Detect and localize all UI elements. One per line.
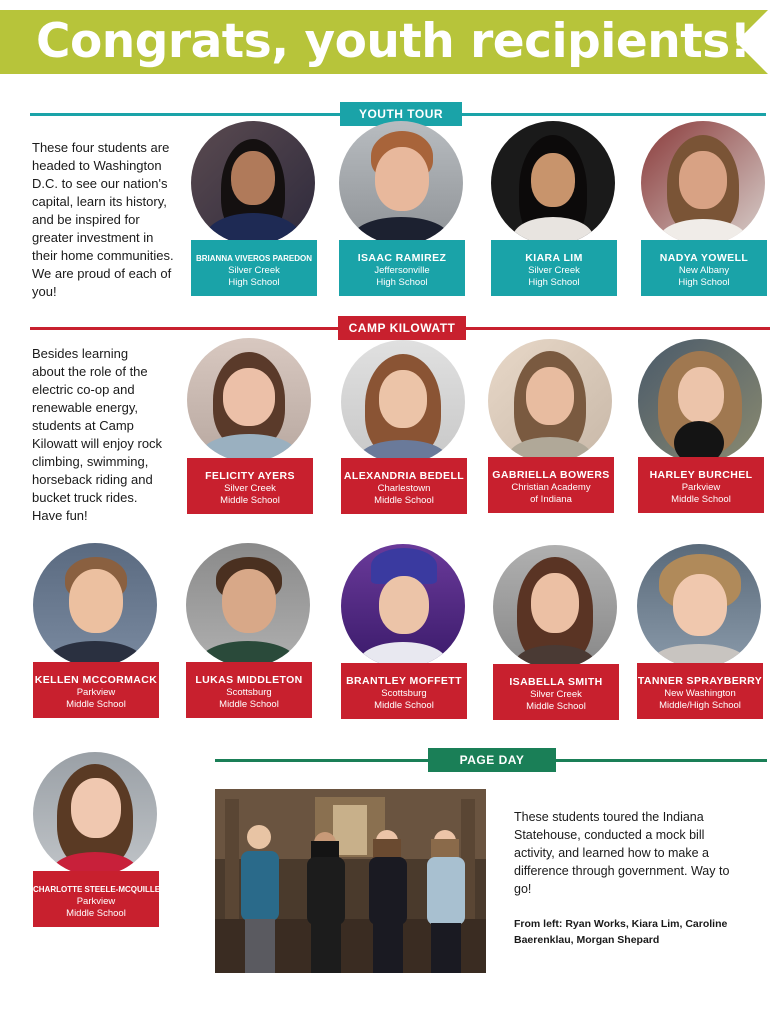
student-school-type: Middle School [66,908,126,919]
student-name: CHARLOTTE STEELE-MCQUILLEN [33,885,166,894]
page-day-photo-credit: From left: Ryan Works, Kiara Lim, Caroline Baerenklau, Morgan Shepard [514,918,728,946]
student-label [341,663,467,719]
student-label [488,457,614,513]
student-photo [33,543,157,667]
student-school: Parkview [681,482,721,493]
student-name: ALEXANDRIA BEDELL [343,470,465,482]
student-school: Silver Creek [530,689,582,700]
student-school: Silver Creek [224,483,276,494]
student-school: Parkview [76,896,116,907]
student-photo [341,340,465,464]
student-photo [637,544,761,668]
student-school: Christian Academy [511,482,591,493]
student-school-type: of Indiana [530,494,572,505]
student-photo [341,544,465,668]
student-school: Silver Creek [228,265,280,276]
student-label [186,662,312,718]
student-photo [491,121,615,245]
student-name: ISABELLA SMITH [509,676,603,688]
student-label [191,240,317,296]
student-school-type: Middle School [219,699,279,710]
student-school-type: Middle School [220,495,280,506]
page-day-caption: These students toured the Indiana Statehouse, conducted a mock bill activity, and learned how to make a difference through government. Way to go! [514,810,730,896]
statehouse-interior-image [215,789,486,973]
student-label [33,662,159,718]
student-school: Scottsburg [226,687,272,698]
camp-kilowatt-intro: Besides learning about the role of the electric co-op and renewable energy, students at Camp Kilowatt will enjoy rock climbing, swimming, horseback riding and bucket truck rides. Have fun! [32,346,163,523]
student-name: BRIANNA VIVEROS PAREDON [195,254,312,263]
camp-kilowatt-heading: CAMP KILOWATT [338,316,466,340]
student-school-type: High School [228,277,280,288]
student-photo [638,339,762,463]
student-name: KIARA LIM [525,252,583,264]
youth-tour-heading: YOUTH TOUR [340,102,462,126]
student-school-type: Middle School [526,701,586,712]
student-name: GABRIELLA BOWERS [492,469,610,481]
student-name: ISAAC RAMIREZ [357,252,447,264]
student-school: New Albany [678,265,730,276]
student-school-type: Middle School [66,699,126,710]
student-label [339,240,465,296]
student-name: TANNER SPRAYBERRY [637,675,763,687]
student-school-type: Middle School [671,494,731,505]
student-photo [493,545,617,669]
page-day-group-photo [215,789,486,973]
student-label [341,458,467,514]
student-school-type: Middle School [374,700,434,711]
student-school: Jeffersonville [374,265,430,276]
header-banner [0,10,768,74]
student-name: BRANTLEY MOFFETT [346,675,462,687]
student-label [641,240,767,296]
youth-tour-intro: These four students are headed to Washington D.C. to see our nation's capital, learn its history, and be inspired for greater investment in their home communities. We are proud of each of you! [32,140,174,299]
page-title: Congrats, youth recipients! [36,14,751,69]
student-photo [191,121,315,245]
student-name: FELICITY AYERS [205,470,295,482]
student-school-type: Middle/High School [659,700,741,711]
student-label [638,457,764,513]
student-photo [339,121,463,245]
student-label [187,458,313,514]
student-school-type: High School [376,277,428,288]
student-school: Charlestown [377,483,431,494]
student-photo [488,339,612,463]
student-photo [33,752,157,876]
student-school-type: High School [678,277,730,288]
student-school-type: Middle School [374,495,434,506]
student-label [493,664,619,720]
student-school-type: High School [528,277,580,288]
student-label [33,871,166,927]
student-name: NADYA YOWELL [659,252,749,264]
student-school: New Washington [664,688,736,699]
student-school: Parkview [76,687,116,698]
student-label [637,663,763,719]
student-photo [186,543,310,667]
student-name: KELLEN MCCORMACK [34,674,158,686]
student-photo [641,121,765,245]
page-day-heading: PAGE DAY [428,748,556,772]
student-name: HARLEY BURCHEL [649,469,753,481]
student-label [491,240,617,296]
student-school: Silver Creek [528,265,580,276]
student-school: Scottsburg [381,688,427,699]
student-photo [187,338,311,462]
student-name: LUKAS MIDDLETON [195,674,303,686]
